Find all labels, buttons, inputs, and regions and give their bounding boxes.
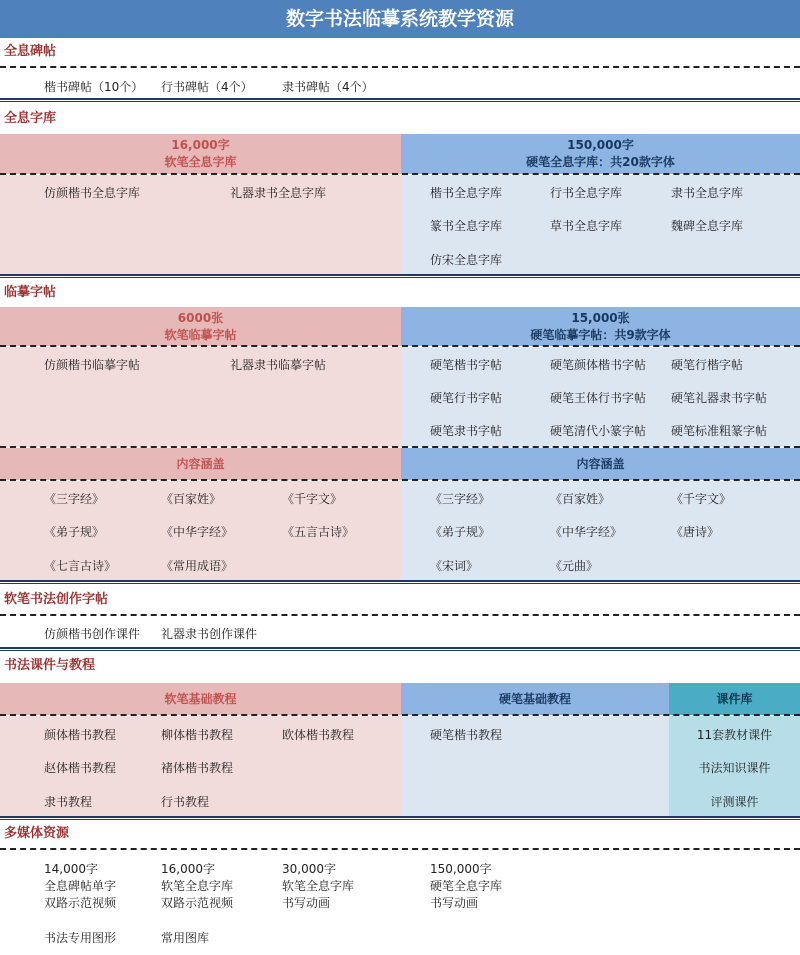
creation-item: 礼器隶书创作课件 (161, 627, 258, 641)
hard-content-item: 《唐诗》 (671, 525, 720, 539)
hard-copybook-item: 硬笔礼器隶书字帖 (671, 391, 768, 405)
hard-font-header (401, 134, 800, 174)
multimedia-col1-count: 14,000字 (44, 862, 98, 876)
hard-content-item: 《宋词》 (430, 559, 479, 573)
courseware-item: 评测课件 (710, 795, 759, 809)
hard-copybook-item: 硬笔王体行书字帖 (550, 391, 647, 405)
creation-item: 仿颜楷书创作课件 (44, 627, 141, 641)
hard-copybook-label: 硬笔临摹字帖：共9款字体 (530, 328, 671, 342)
soft-font-count: 16,000字 (171, 138, 230, 152)
multimedia-col2-count: 16,000字 (161, 862, 215, 876)
multimedia-extra-item: 常用图库 (161, 931, 210, 945)
divider (0, 614, 800, 616)
hard-font-item: 仿宋全息字库 (430, 253, 503, 267)
hard-content-item: 《三字经》 (430, 492, 491, 506)
hard-font-count: 150,000字 (567, 138, 634, 152)
hard-content-header: 内容涵盖 (401, 448, 800, 480)
hard-content-item: 《千字文》 (671, 492, 732, 506)
soft-tutorial-item: 隶书教程 (44, 795, 93, 809)
multimedia-col1-label: 全息碑帖单字 (44, 879, 117, 893)
section-separator (0, 647, 800, 651)
hard-content-item: 《弟子规》 (430, 525, 491, 539)
multimedia-extra-item: 书法专用图形 (44, 931, 117, 945)
hard-content-item: 《百家姓》 (550, 492, 611, 506)
soft-content-item: 《三字经》 (44, 492, 105, 506)
hard-copybook-item: 硬笔清代小篆字帖 (550, 424, 647, 438)
divider (0, 848, 800, 850)
hard-content-item: 《元曲》 (550, 559, 599, 573)
multimedia-col2-label: 软笔全息字库 (161, 879, 234, 893)
stele-item: 隶书碑帖（4个） (282, 80, 374, 94)
soft-copybook-item: 仿颜楷书临摹字帖 (44, 358, 141, 372)
soft-tutorial-header: 软笔基础教程 (0, 683, 401, 715)
soft-font-header (0, 134, 401, 174)
soft-content-item: 《千字文》 (282, 492, 343, 506)
soft-font-item: 礼器隶书全息字库 (230, 186, 327, 200)
section-separator (0, 274, 800, 278)
hard-copybook-item: 硬笔行书字帖 (430, 391, 503, 405)
hard-copybook-item: 硬笔行楷字帖 (671, 358, 744, 372)
hard-copybook-count: 15,000张 (571, 311, 630, 325)
multimedia-col2-type: 双路示范视频 (161, 896, 234, 910)
soft-copybook-label: 软笔临摹字帖 (164, 328, 237, 342)
soft-copybook-header (0, 307, 401, 346)
soft-content-item: 《五言古诗》 (282, 525, 355, 539)
section-separator (0, 816, 800, 820)
hard-content-item: 《中华字经》 (550, 525, 623, 539)
hard-font-item: 隶书全息字库 (671, 186, 744, 200)
page-title: 数字书法临摹系统教学资源 (0, 0, 800, 38)
soft-tutorial-item: 欧体楷书教程 (282, 728, 355, 742)
multimedia-col3-type: 书写动画 (282, 896, 331, 910)
hard-font-item: 楷书全息字库 (430, 186, 503, 200)
soft-content-item: 《百家姓》 (161, 492, 222, 506)
multimedia-col4-count: 150,000字 (430, 862, 492, 876)
soft-content-item: 《中华字经》 (161, 525, 234, 539)
soft-content-item: 《七言古诗》 (44, 559, 117, 573)
hard-tutorial-header: 硬笔基础教程 (401, 683, 669, 715)
soft-content-item: 《弟子规》 (44, 525, 105, 539)
hard-copybook-header (401, 307, 800, 346)
soft-content-item: 《常用成语》 (161, 559, 234, 573)
hard-font-item: 魏碑全息字库 (671, 219, 744, 233)
divider (0, 66, 800, 68)
multimedia-col1-type: 双路示范视频 (44, 896, 117, 910)
multimedia-col3-count: 30,000字 (282, 862, 336, 876)
stele-item: 楷书碑帖（10个） (44, 80, 144, 94)
section-heading-copybook: 临摹字帖 (4, 285, 57, 300)
hard-copybook-item: 硬笔楷书字帖 (430, 358, 503, 372)
stele-item: 行书碑帖（4个） (161, 80, 253, 94)
section-separator (0, 98, 800, 102)
soft-copybook-count: 6000张 (177, 311, 224, 325)
courseware-item: 11套教材课件 (696, 728, 773, 742)
multimedia-col3-label: 软笔全息字库 (282, 879, 355, 893)
courseware-item: 书法知识课件 (698, 761, 771, 775)
hard-font-item: 篆书全息字库 (430, 219, 503, 233)
multimedia-col4-label: 硬笔全息字库 (430, 879, 503, 893)
hard-font-item: 草书全息字库 (550, 219, 623, 233)
hard-copybook-item: 硬笔标准粗篆字帖 (671, 424, 768, 438)
hard-copybook-item: 硬笔隶书字帖 (430, 424, 503, 438)
soft-font-item: 仿颜楷书全息字库 (44, 186, 141, 200)
soft-tutorial-item: 赵体楷书教程 (44, 761, 117, 775)
soft-tutorial-item: 褚体楷书教程 (161, 761, 234, 775)
section-heading-creation: 软笔书法创作字帖 (4, 592, 109, 607)
soft-font-label: 软笔全息字库 (164, 155, 237, 169)
soft-tutorial-item: 行书教程 (161, 795, 210, 809)
section-heading-courseware: 书法课件与教程 (4, 658, 96, 673)
section-heading-multimedia: 多媒体资源 (4, 826, 70, 841)
hard-font-item: 行书全息字库 (550, 186, 623, 200)
soft-content-header: 内容涵盖 (0, 448, 401, 480)
section-heading-font-library: 全息字库 (4, 111, 57, 126)
multimedia-col4-type: 书写动画 (430, 896, 479, 910)
hard-tutorial-item: 硬笔楷书教程 (430, 728, 503, 742)
soft-copybook-item: 礼器隶书临摹字帖 (230, 358, 327, 372)
hard-copybook-item: 硬笔颜体楷书字帖 (550, 358, 647, 372)
hard-font-label: 硬笔全息字库：共20款字体 (526, 155, 675, 169)
section-heading-stele: 全息碑帖 (4, 44, 57, 59)
soft-tutorial-item: 颜体楷书教程 (44, 728, 117, 742)
soft-tutorial-item: 柳体楷书教程 (161, 728, 234, 742)
section-separator (0, 580, 800, 584)
courseware-header: 课件库 (669, 683, 800, 715)
